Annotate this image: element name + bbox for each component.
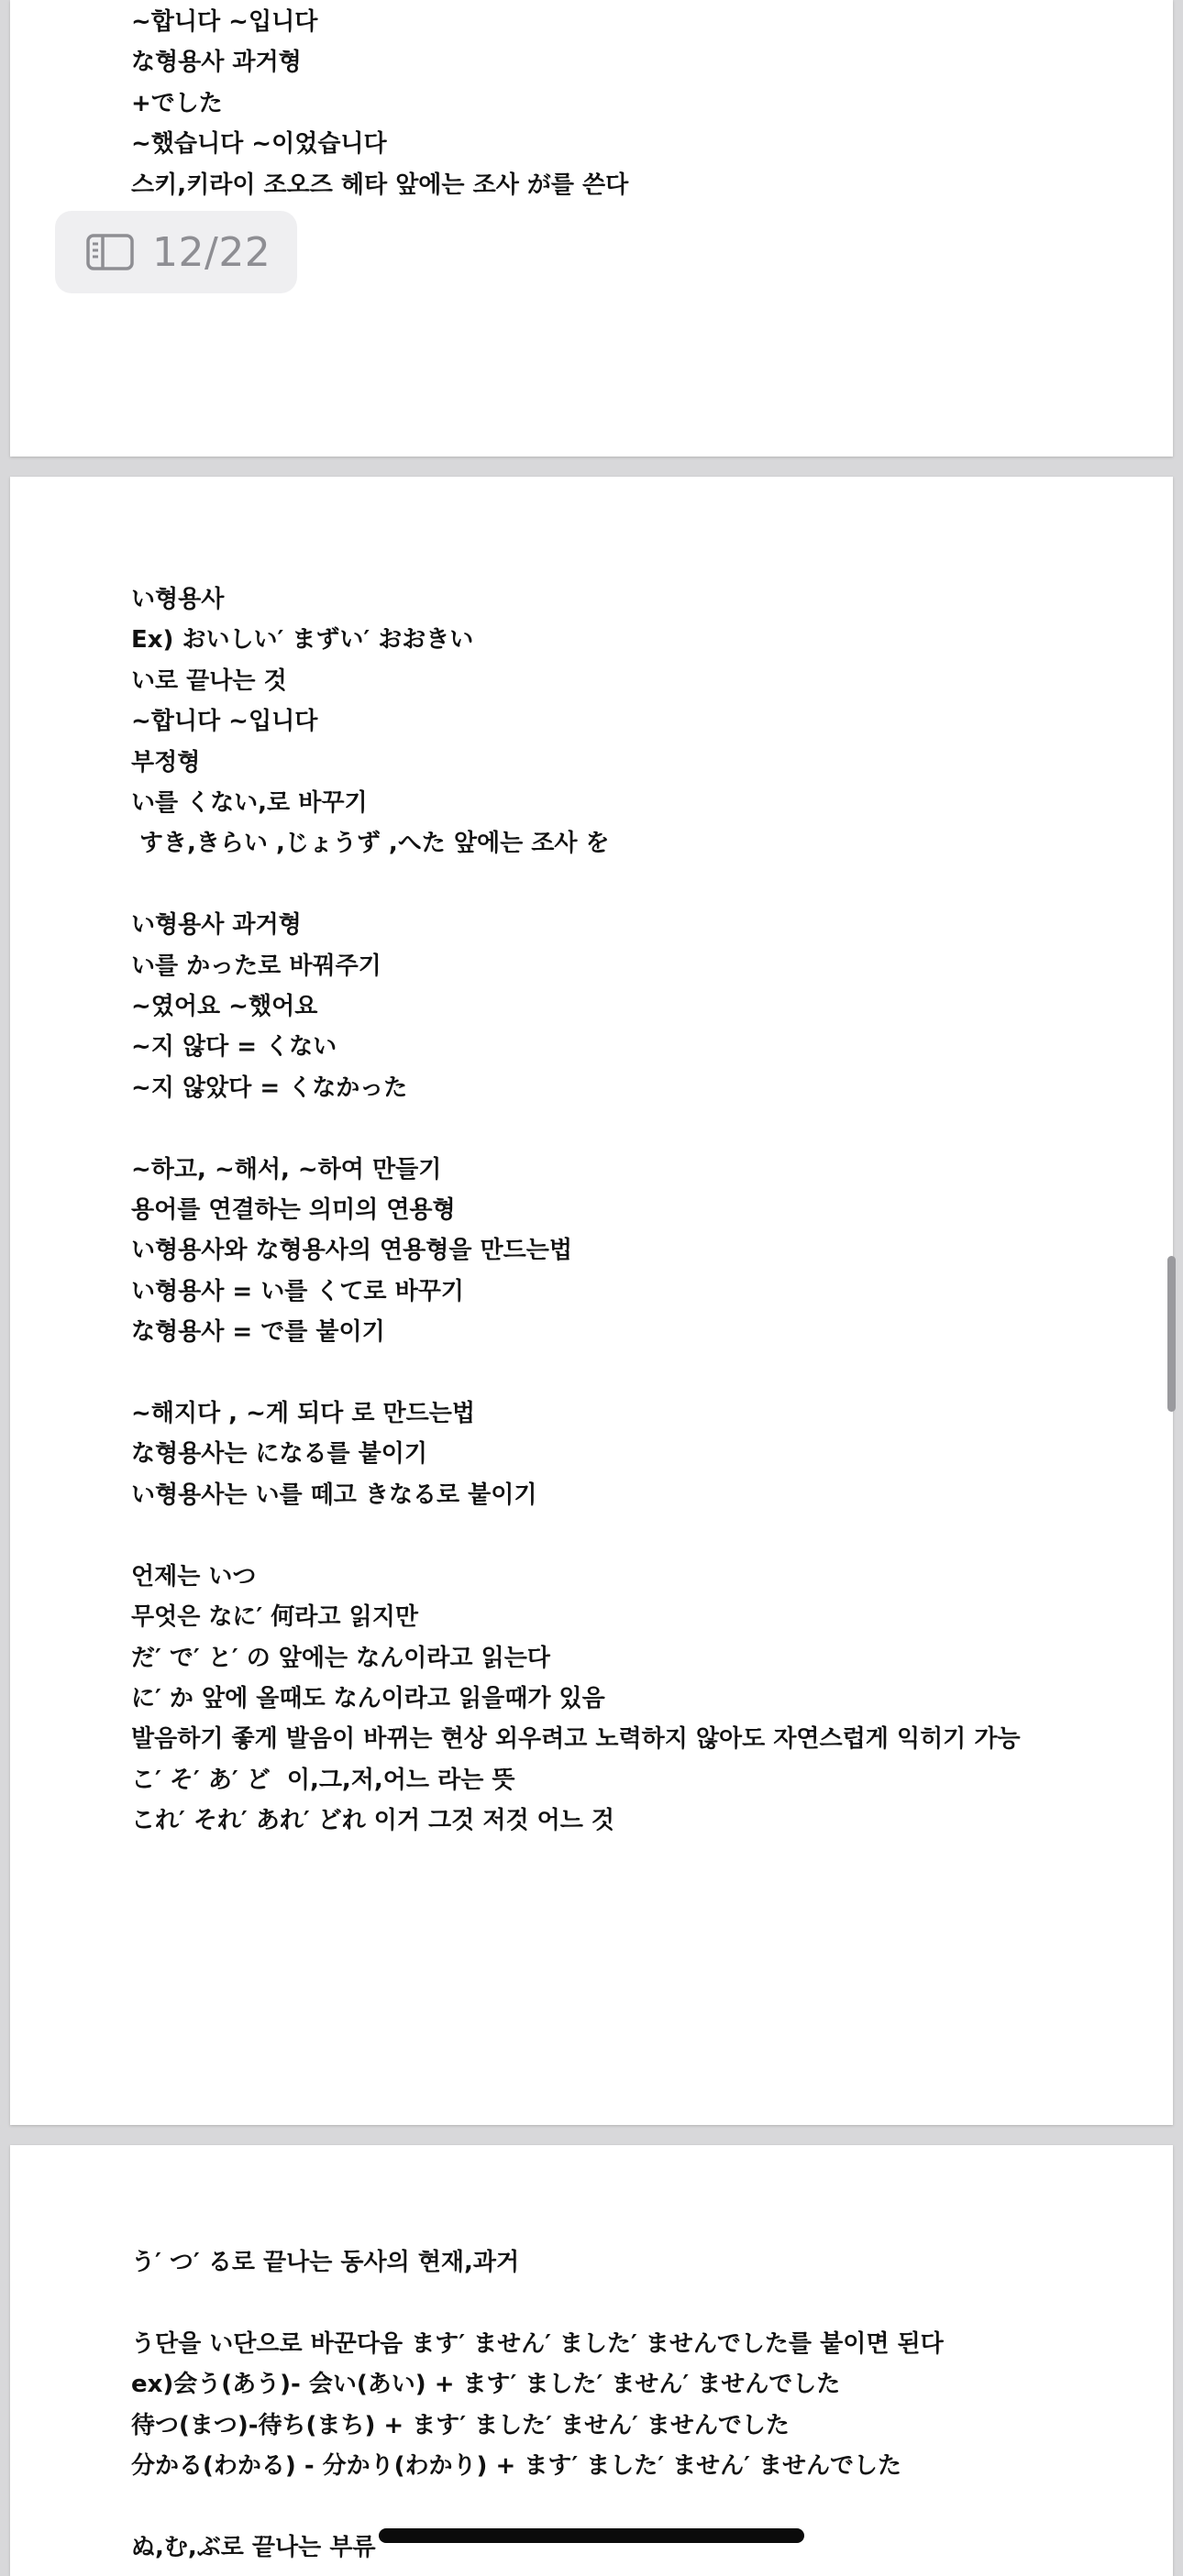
text-line: ~지 않았다 = くなかった	[131, 1073, 408, 1102]
text-line: な형용사 = で를 붙이기	[131, 1318, 385, 1347]
blank-line	[131, 1353, 1140, 1393]
text-line: ~해지다 , ~게 되다 로 만드는법	[131, 1400, 475, 1428]
text-line: い형용사 = い를 くて로 바꾸기	[131, 1277, 464, 1305]
blank-line	[131, 2283, 1140, 2323]
home-indicator[interactable]	[379, 2528, 804, 2543]
text-line: ~하고, ~해서, ~하여 만들기	[131, 1155, 442, 1183]
blank-line	[131, 1108, 1140, 1149]
text-line: ぬ,む,ぶ로 끝나는 부류	[131, 2533, 376, 2561]
text-line: ~합니다 ~입니다	[131, 708, 318, 736]
page-text-block	[131, 2242, 1140, 2568]
text-line: ~지 않다 = くない	[131, 1033, 337, 1062]
text-line: に′ か 앞에 올때도 なん이라고 읽을때가 있음	[131, 1684, 605, 1712]
text-line: な형용사는 になる를 붙이기	[131, 1440, 428, 1469]
text-line: い형용사 과거형	[131, 911, 302, 940]
text-line: ~합니다 ~입니다	[131, 8, 318, 36]
page-text-block	[131, 2, 1140, 205]
text-line: う단을 い단으로 바꾼다음 ます′ ません′ ました′ ませんでした를 붙이면 된다	[131, 2329, 944, 2358]
text-line: 용어를 연결하는 의미의 연용형	[131, 1196, 456, 1225]
text-line: 언제는 いつ	[131, 1562, 257, 1591]
text-line: 스키,키라이 조오즈 헤타 앞에는 조사 が를 쓴다	[131, 171, 629, 199]
text-line: Ex) おいしい′ まずい′ おおきい	[131, 626, 474, 655]
text-line: すき,きらい ,じょうず ,へた 앞에는 조사 を	[131, 830, 610, 858]
text-line: い형용사	[131, 586, 225, 613]
document-page	[10, 477, 1173, 2125]
text-line: 부정형	[131, 748, 201, 776]
blank-line	[131, 864, 1140, 905]
page-counter-label: 12/22	[152, 228, 271, 276]
text-line: これ′ それ′ あれ′ どれ 이거 그것 저것 어느 것	[131, 1807, 615, 1835]
text-line: 무엇은 なに′ 何라고 읽지만	[131, 1603, 418, 1632]
blank-line	[131, 2486, 1140, 2526]
text-line: ~했습니다 ~이었습니다	[131, 130, 387, 159]
text-line: 分かる(わかる) - 分かり(わかり) + ます′ ました′ ません′ ませんでした	[131, 2452, 902, 2481]
text-line: ex)会う(あう)- 会い(あい) + ます′ ました′ ません′ ませんでした	[131, 2371, 841, 2399]
page-text-block	[131, 579, 1140, 1842]
text-line: い를 かった로 바꿔주기	[131, 952, 381, 980]
text-line: 待つ(まつ)-待ち(まち) + ます′ ました′ ません′ ませんでした	[131, 2411, 790, 2439]
blank-line	[131, 1515, 1140, 1556]
text-line: い형용사와 な형용사의 연용형을 만드는법	[131, 1237, 573, 1265]
text-line: +でした	[131, 89, 223, 117]
text-line: こ′ そ′ あ′ ど 이,그,저,어느 라는 뜻	[131, 1766, 515, 1794]
text-line: う′ つ′ る로 끝나는 동사의 현재,과거	[131, 2249, 520, 2276]
scrollbar-thumb[interactable]	[1167, 1256, 1176, 1412]
text-line: な형용사 과거형	[131, 49, 302, 77]
sidebar-icon	[86, 234, 134, 270]
text-line: 발음하기 좋게 발음이 바뀌는 현상 외우려고 노력하지 않아도 자연스럽게 익히기 가능	[131, 1725, 1021, 1754]
document-page	[10, 2145, 1173, 2576]
text-line: い형용사는 い를 떼고 きなる로 붙이기	[131, 1481, 537, 1509]
text-line: だ′ で′ と′ の 앞에는 なん이라고 읽는다	[131, 1644, 550, 1672]
page-counter-button[interactable]	[55, 211, 297, 293]
text-line: い를 くない,로 바꾸기	[131, 789, 368, 818]
text-line: ~였어요 ~했어요	[131, 993, 318, 1021]
text-line: い로 끝나는 것	[131, 666, 287, 695]
